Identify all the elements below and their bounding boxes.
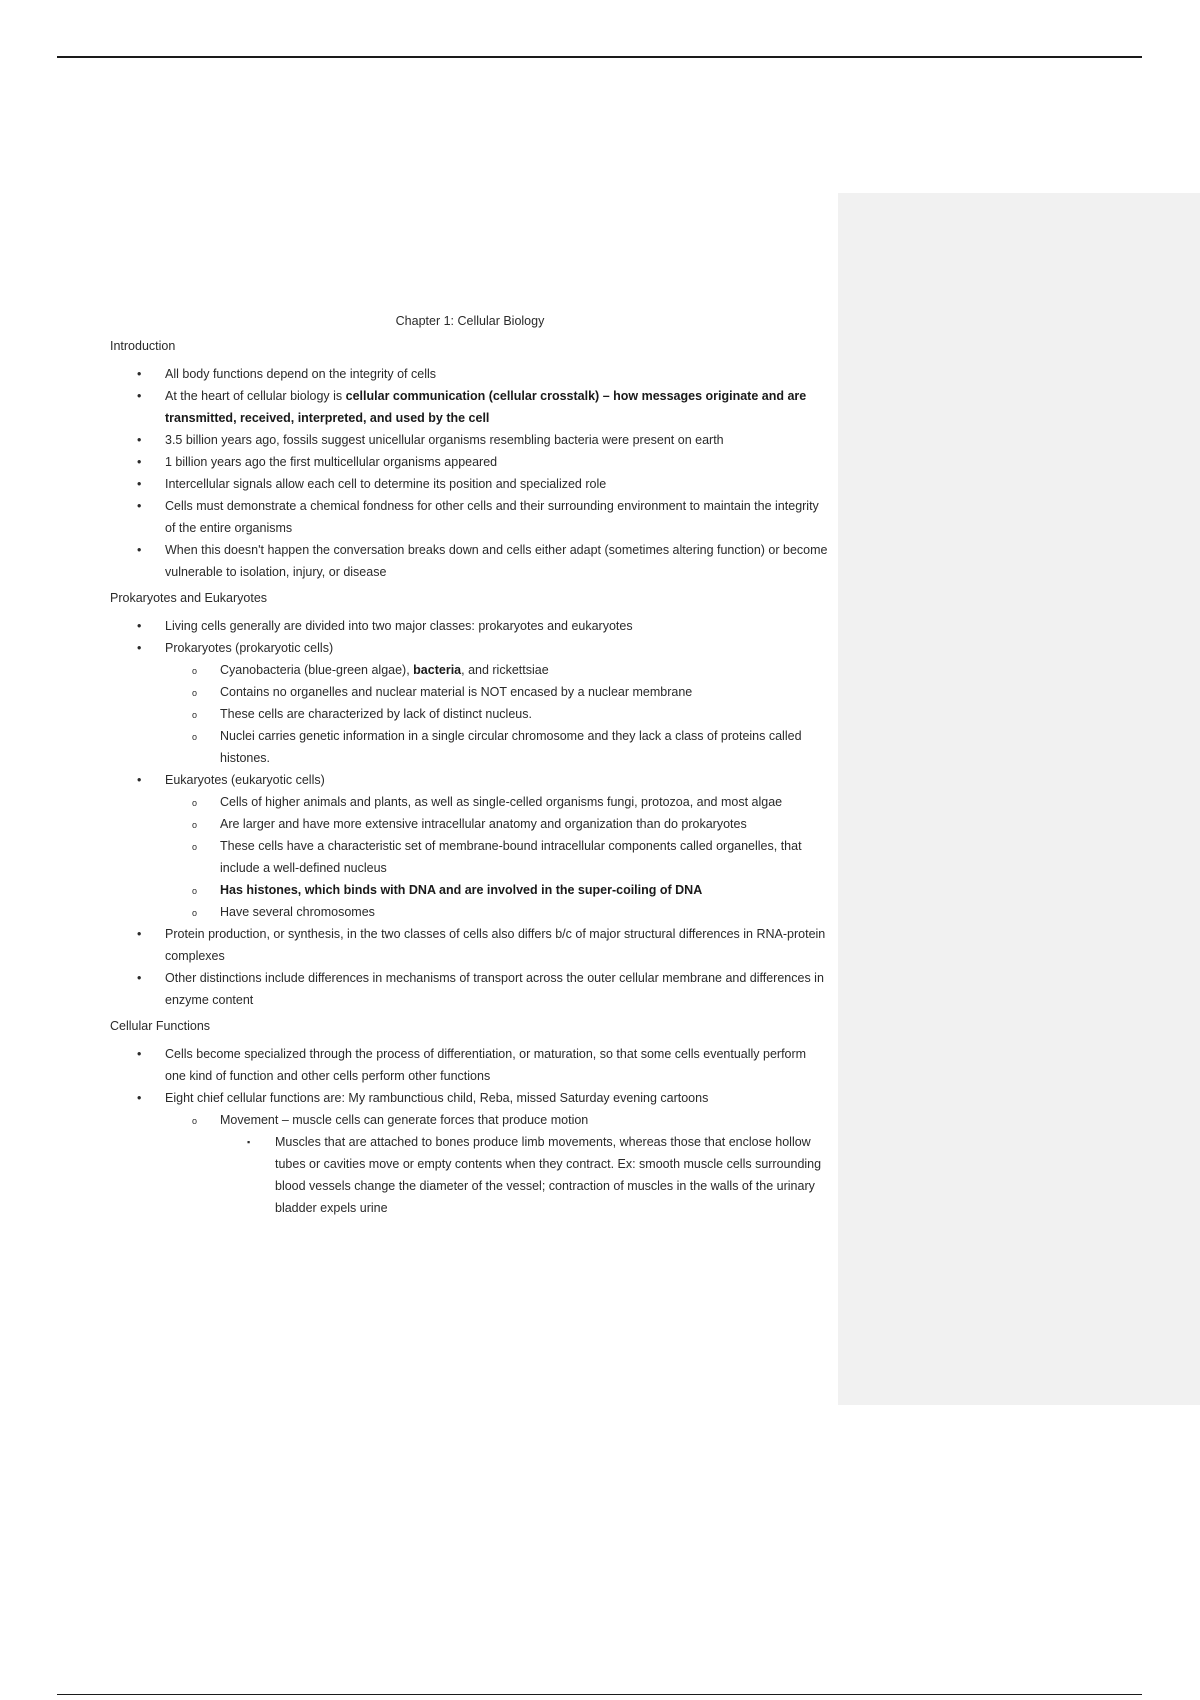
sublist-item: o Are larger and have more extensive intracellular anatomy and organization than do prokaryotes [165, 813, 830, 835]
section-heading-cellular-functions: Cellular Functions [110, 1019, 211, 1033]
prokaryotes-eukaryotes-list [110, 615, 830, 1011]
list-item: • Living cells generally are divided into two major classes: prokaryotes and eukaryotes [110, 615, 830, 637]
header-rule [57, 56, 1142, 58]
section-heading-prokaryotes-eukaryotes: Prokaryotes and Eukaryotes [110, 591, 268, 605]
list-item: • When this doesn't happen the conversation breaks down and cells either adapt (sometimes altering function) or become vulnerable to isolation, injury, or disease [110, 539, 830, 583]
list-item: • 1 billion years ago the first multicellular organisms appeared [110, 451, 830, 473]
comment-pane [838, 193, 1200, 1405]
sublist-item: o Cells of higher animals and plants, as well as single-celled organisms fungi, protozoa, and most algae [165, 791, 830, 813]
list-item: • Other distinctions include differences in mechanisms of transport across the outer cellular membrane and differences in enzyme content [110, 967, 830, 1011]
sublist-item: o These cells are characterized by lack of distinct nucleus. [165, 703, 830, 725]
footer-rule [57, 1694, 1142, 1695]
list-item: • At the heart of cellular biology is cellular communication (cellular crosstalk) – how messages originate and are transmitted, received, interpreted, and used by the cell [110, 385, 830, 429]
movement-sublist [220, 1131, 830, 1219]
sublist-item: o These cells have a characteristic set of membrane-bound intracellular components called organelles, that include a well-defined nucleus [165, 835, 830, 879]
document-body [110, 300, 830, 1223]
list-item: • 3.5 billion years ago, fossils suggest unicellular organisms resembling bacteria were present on earth [110, 429, 830, 451]
list-item: • Prokaryotes (prokaryotic cells) o Cyanobacteria (blue-green algae), bacteria, and rickettsiae o Contains no organelles and nuclear material is NOT encased by a nuclear membrane o These cells are characterized by lack of distinct nucleus. o Nuclei carries genetic information in a single circular chromosome and they lack a class of proteins called histones. [110, 637, 830, 769]
eukaryote-sublist [165, 791, 830, 923]
list-item: • Eight chief cellular functions are: My rambunctious child, Reba, missed Saturday evening cartoons o Movement – muscle cells can generate forces that produce motion ▪ Muscles that are attached to bones produce limb movements, whereas those that enclose hollow tubes or cavities move or empty contents when they contract. Ex: smooth muscle cells surrounding blood vessels change the diameter of the vessel; contraction of muscles in the walls of the urinary bladder expels urine [110, 1087, 830, 1219]
page-title: Chapter 1: Cellular Biology [395, 314, 545, 328]
list-item: • Cells must demonstrate a chemical fondness for other cells and their surrounding environment to maintain the integrity of the entire organisms [110, 495, 830, 539]
list-item: • Intercellular signals allow each cell to determine its position and specialized role [110, 473, 830, 495]
introduction-list [110, 363, 830, 583]
sublist-item: o Movement – muscle cells can generate forces that produce motion ▪ Muscles that are attached to bones produce limb movements, whereas those that enclose hollow tubes or cavities move or empty contents when they contract. Ex: smooth muscle cells surrounding blood vessels change the diameter of the vessel; contraction of muscles in the walls of the urinary bladder expels urine [165, 1109, 830, 1219]
sublist-item: o Contains no organelles and nuclear material is NOT encased by a nuclear membrane [165, 681, 830, 703]
cellular-functions-list [110, 1043, 830, 1219]
list-item: • Eukaryotes (eukaryotic cells) o Cells of higher animals and plants, as well as single-celled organisms fungi, protozoa, and most algae o Are larger and have more extensive intracellular anatomy and organization than do prokaryotes o These cells have a characteristic set of membrane-bound intracellular components called organelles, that include a well-defined nucleus o Has histones, which binds with DNA and are involved in the super-coiling of DNA o Have several chromosomes [110, 769, 830, 923]
list-item: • Cells become specialized through the process of differentiation, or maturation, so that some cells eventually perform one kind of function and other cells perform other functions [110, 1043, 830, 1087]
list-item: • All body functions depend on the integrity of cells [110, 363, 830, 385]
list-item: • Protein production, or synthesis, in the two classes of cells also differs b/c of major structural differences in RNA-protein complexes [110, 923, 830, 967]
functions-sublist [165, 1109, 830, 1219]
sublist-item: o Cyanobacteria (blue-green algae), bacteria, and rickettsiae [165, 659, 830, 681]
sub-sublist-item: ▪ Muscles that are attached to bones produce limb movements, whereas those that enclose hollow tubes or cavities move or empty contents when they contract. Ex: smooth muscle cells surrounding blood vessels change the diameter of the vessel; contraction of muscles in the walls of the urinary bladder expels urine [220, 1131, 830, 1219]
sublist-item: o Nuclei carries genetic information in a single circular chromosome and they lack a class of proteins called histones. [165, 725, 830, 769]
section-heading-introduction: Introduction [110, 339, 176, 353]
sublist-item: o Have several chromosomes [165, 901, 830, 923]
prokaryote-sublist [165, 659, 830, 769]
sublist-item: o Has histones, which binds with DNA and are involved in the super-coiling of DNA [165, 879, 830, 901]
